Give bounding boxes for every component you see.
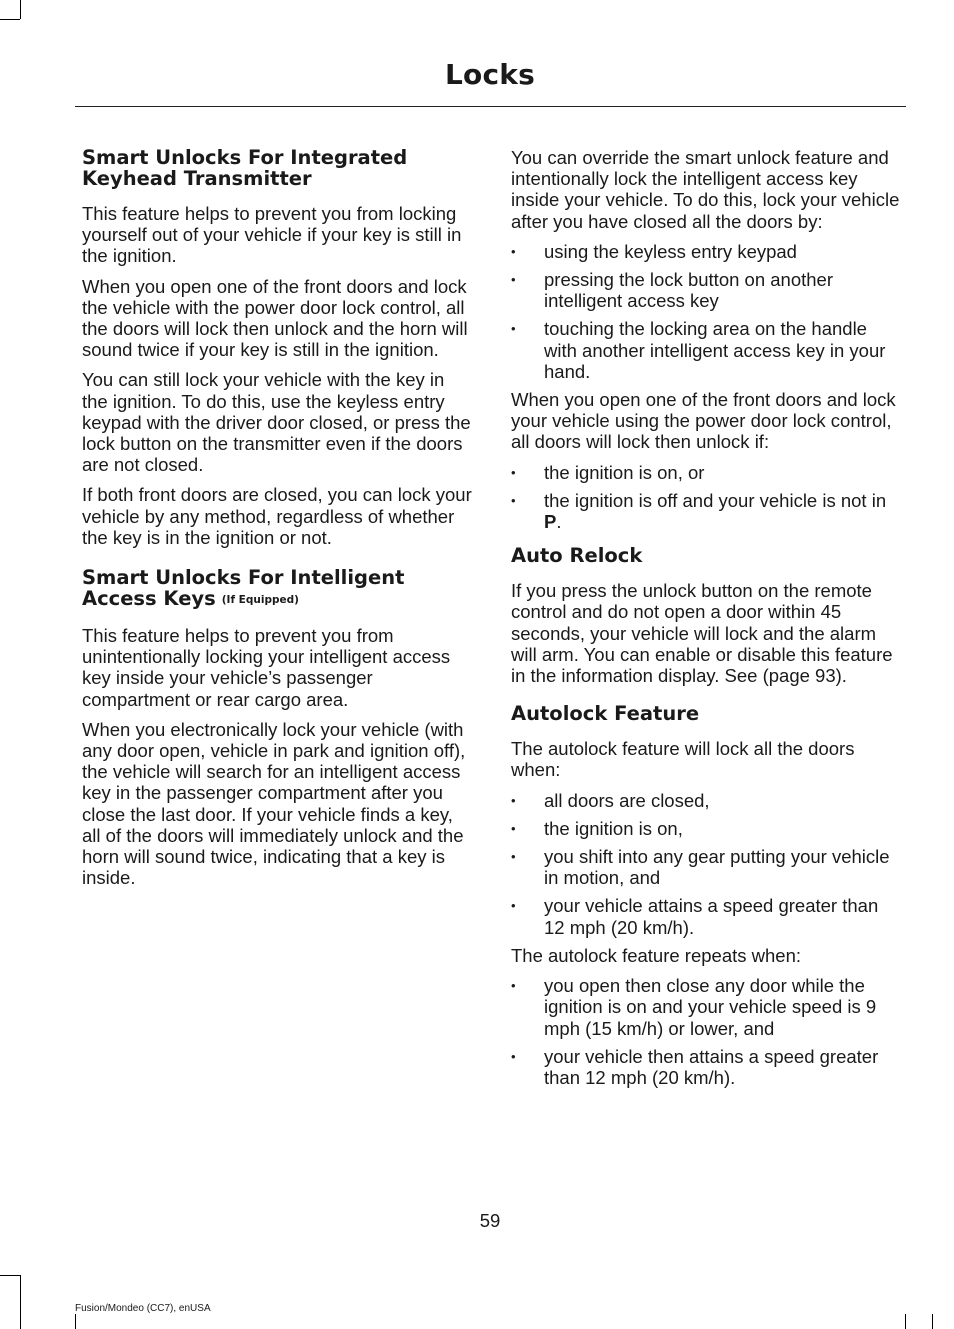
list-item: • the ignition is on, xyxy=(511,818,903,839)
list-item: • pressing the lock button on another intelligent access key xyxy=(511,269,903,311)
crop-mark xyxy=(20,0,21,19)
bullet-list xyxy=(511,790,903,938)
paragraph: This feature helps to prevent you from unintentionally locking your intelligent access key inside your vehicle’s passenger compartment or rear cargo area. xyxy=(82,625,451,710)
crop-mark xyxy=(932,1314,933,1329)
list-item: • touching the locking area on the handle with another intelligent access key in your hand. xyxy=(511,318,903,382)
paragraph: The autolock feature repeats when: xyxy=(511,944,802,966)
paragraph: You can still lock your vehicle with the key in the ignition. To do this, use the keyless entry keypad with the driver door closed, or press the lock button on the transmitter even if the doors are not closed. xyxy=(82,369,471,476)
paragraph: The autolock feature will lock all the doors when: xyxy=(511,738,855,781)
section-heading xyxy=(82,567,474,611)
crop-mark xyxy=(0,19,20,20)
right-column xyxy=(511,147,903,1095)
paragraph: If you press the unlock button on the remote control and do not open a door within 45 seconds, your vehicle will lock and the alarm will arm. You can enable or disable this feature in the information display. See (page 93). xyxy=(511,580,893,687)
crop-mark xyxy=(20,1275,21,1329)
crop-mark xyxy=(75,1314,76,1329)
list-item-end: . xyxy=(556,511,562,533)
section-heading: Smart Unlocks For Integrated Keyhead Transmitter xyxy=(82,146,408,190)
if-equipped-note: (If Equipped) xyxy=(221,594,299,607)
paragraph: When you open one of the front doors and lock your vehicle using the power door lock control, all doors will lock then unlock if: xyxy=(511,389,896,453)
paragraph: You can override the smart unlock feature and intentionally lock the intelligent access key inside your vehicle. To do this, lock your vehicle after you have closed all the doors by: xyxy=(511,147,900,232)
paragraph: When you open one of the front doors and lock the vehicle with the power door lock control, all the doors will lock then unlock and the horn will sound twice if your key is still in the ignition. xyxy=(82,275,468,361)
list-item-text: the ignition is off and your vehicle is not in xyxy=(544,489,887,511)
paragraph: When you electronically lock your vehicle (with any door open, vehicle in park and ignition off), the vehicle will search for an intelligent access key in the passenger compartment after you close the last door. If your vehicle finds a key, all of the doors will immediately unlock and the horn will sound twice, indicating that a key is inside. xyxy=(82,718,466,889)
gear-p-label: P xyxy=(544,511,557,533)
bullet-list xyxy=(511,462,903,533)
list-item: • you shift into any gear putting your vehicle in motion, and xyxy=(511,846,903,888)
bullet-list xyxy=(511,975,903,1088)
section-heading: Autolock Feature xyxy=(511,702,700,726)
paragraph: If both front doors are closed, you can lock your vehicle by any method, regardless of whether the key is in the ignition or not. xyxy=(82,484,472,548)
list-item: • your vehicle then attains a speed greater than 12 mph (20 km/h). xyxy=(511,1046,903,1088)
left-column xyxy=(82,147,474,897)
list-item xyxy=(511,490,903,532)
list-item: • you open then close any door while the ignition is on and your vehicle speed is 9 mph (15 km/h) or lower, and xyxy=(511,975,903,1039)
list-item: • the ignition is on, or xyxy=(511,462,903,483)
footer-model-label: Fusion/Mondeo (CC7), enUSA xyxy=(75,1303,211,1314)
bullet-list xyxy=(511,241,903,382)
heading-text: Smart Unlocks For Intelligent Access Keys xyxy=(82,566,405,611)
crop-mark xyxy=(0,1275,20,1276)
title-rule xyxy=(75,106,906,107)
list-item: • all doors are closed, xyxy=(511,790,903,811)
page-number: 59 xyxy=(479,1210,501,1231)
list-item: • your vehicle attains a speed greater than 12 mph (20 km/h). xyxy=(511,895,903,937)
crop-mark xyxy=(905,1314,906,1329)
page-title: Locks xyxy=(445,58,535,91)
paragraph: This feature helps to prevent you from locking yourself out of your vehicle if your key is still in the ignition. xyxy=(82,203,462,267)
list-item: • using the keyless entry keypad xyxy=(511,241,903,262)
section-heading: Auto Relock xyxy=(511,544,643,568)
